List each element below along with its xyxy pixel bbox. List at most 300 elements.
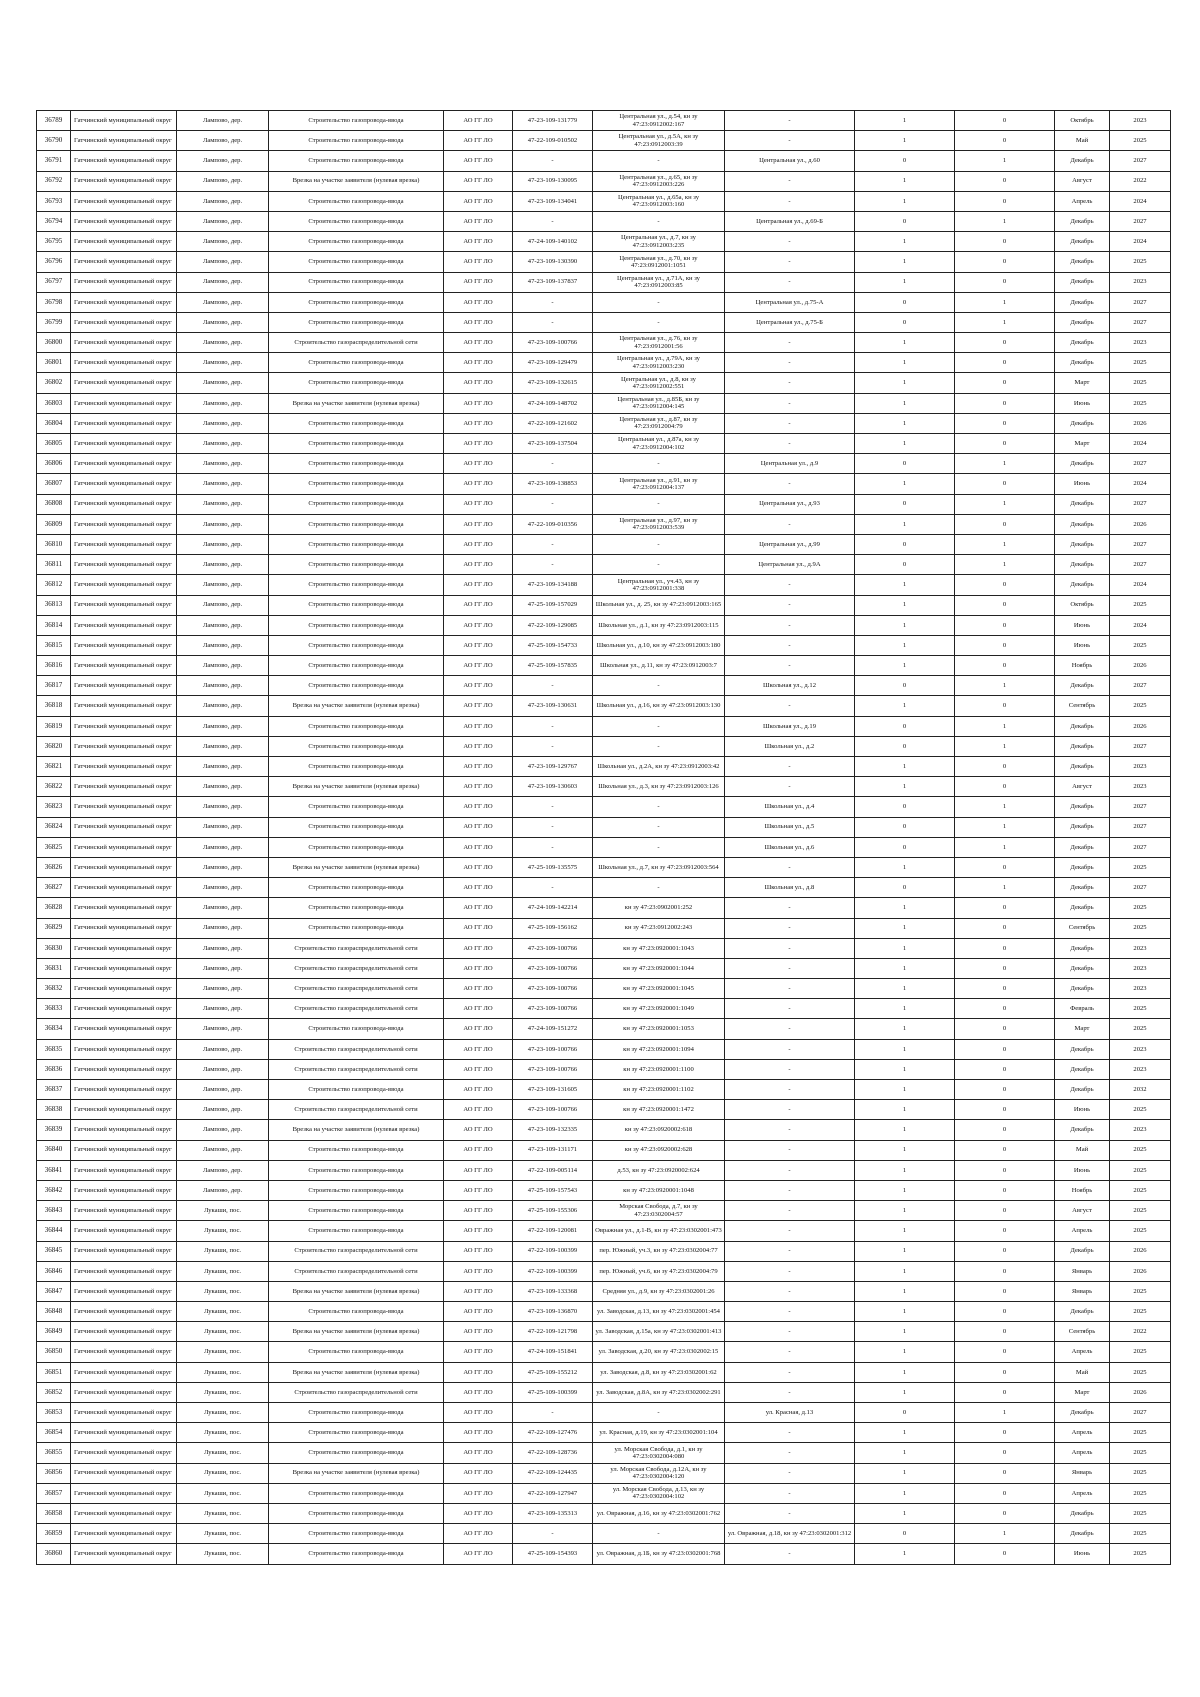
cell-address-cadastral: ул. Красная, д.19, кн зу 47:23:0302001:104 <box>593 1423 725 1443</box>
cell-address-cadastral: кн зу 47:23:0920002:618 <box>593 1120 725 1140</box>
table-row <box>37 1544 1171 1564</box>
cell-organization: АО ГГ ЛО <box>444 837 513 857</box>
cell-month: Август <box>1055 777 1110 797</box>
cell-district: Гатчинский муниципальный округ <box>71 1120 177 1140</box>
cell-count-a: 1 <box>855 918 955 938</box>
cell-organization: АО ГГ ЛО <box>444 1403 513 1423</box>
cell-year: 2025 <box>1110 1463 1171 1483</box>
cell-address-cadastral: - <box>593 716 725 736</box>
cell-month: Январь <box>1055 1463 1110 1483</box>
cell-planned-address: Школьная ул., д.2 <box>725 736 855 756</box>
cell-planned-address: Школьная ул., д.4 <box>725 797 855 817</box>
cell-address-cadastral: кн зу 47:23:0920001:1049 <box>593 999 725 1019</box>
cell-count-a: 1 <box>855 979 955 999</box>
cell-count-b: 0 <box>955 1160 1055 1180</box>
cell-month: Декабрь <box>1055 494 1110 514</box>
cell-month: Декабрь <box>1055 454 1110 474</box>
cell-work-type: Строительство газопровода-ввода <box>269 252 444 272</box>
cell-year: 2025 <box>1110 1423 1171 1443</box>
cell-row-number: 36853 <box>37 1403 71 1423</box>
cell-district: Гатчинский муниципальный округ <box>71 1180 177 1200</box>
table-row <box>37 111 1171 131</box>
cell-address-cadastral: Школьная ул., д.7, кн зу 47:23:0912003:564 <box>593 857 725 877</box>
cell-work-type: Врезка на участке заявителя (нулевая врезка) <box>269 1281 444 1301</box>
cell-work-type: Врезка на участке заявителя (нулевая врезка) <box>269 1362 444 1382</box>
cell-settlement: Лампово, дер. <box>177 938 269 958</box>
cell-address-cadastral: д.53, кн зу 47:23:0920002:624 <box>593 1160 725 1180</box>
cell-count-a: 1 <box>855 757 955 777</box>
table-row <box>37 938 1171 958</box>
cell-planned-address: Центральная ул., д.9А <box>725 555 855 575</box>
cell-month: Декабрь <box>1055 333 1110 353</box>
table-row <box>37 434 1171 454</box>
cell-address-cadastral: Центральная ул., д.76, кн зу 47:23:0912001:56 <box>593 333 725 353</box>
cell-count-b: 1 <box>955 817 1055 837</box>
cell-row-number: 36802 <box>37 373 71 393</box>
cell-count-b: 1 <box>955 878 1055 898</box>
cell-organization: АО ГГ ЛО <box>444 1160 513 1180</box>
cell-organization: АО ГГ ЛО <box>444 918 513 938</box>
cell-application-number: 47-22-109-120081 <box>513 1221 593 1241</box>
cell-settlement: Лампово, дер. <box>177 595 269 615</box>
cell-year: 2023 <box>1110 958 1171 978</box>
cell-row-number: 36855 <box>37 1443 71 1463</box>
cell-work-type: Строительство газопровода-ввода <box>269 1403 444 1423</box>
cell-count-b: 0 <box>955 615 1055 635</box>
table-row <box>37 1443 1171 1463</box>
cell-district: Гатчинский муниципальный округ <box>71 1080 177 1100</box>
table-row <box>37 1503 1171 1523</box>
cell-district: Гатчинский муниципальный округ <box>71 131 177 151</box>
cell-month: Декабрь <box>1055 1080 1110 1100</box>
cell-count-b: 1 <box>955 292 1055 312</box>
cell-count-b: 0 <box>955 1382 1055 1402</box>
cell-settlement: Лукаши, пос. <box>177 1281 269 1301</box>
cell-count-a: 1 <box>855 777 955 797</box>
cell-district: Гатчинский муниципальный округ <box>71 1261 177 1281</box>
cell-year: 2027 <box>1110 797 1171 817</box>
cell-address-cadastral: - <box>593 454 725 474</box>
cell-application-number: 47-24-109-148702 <box>513 393 593 413</box>
cell-district: Гатчинский муниципальный округ <box>71 191 177 211</box>
cell-settlement: Лампово, дер. <box>177 151 269 171</box>
cell-district: Гатчинский муниципальный округ <box>71 1463 177 1483</box>
table-row <box>37 878 1171 898</box>
cell-year: 2025 <box>1110 1160 1171 1180</box>
cell-settlement: Лампово, дер. <box>177 1100 269 1120</box>
cell-application-number: 47-22-109-127476 <box>513 1423 593 1443</box>
cell-count-a: 1 <box>855 171 955 191</box>
cell-organization: АО ГГ ЛО <box>444 171 513 191</box>
table-row <box>37 797 1171 817</box>
cell-application-number: - <box>513 878 593 898</box>
cell-row-number: 36795 <box>37 232 71 252</box>
cell-application-number: - <box>513 494 593 514</box>
cell-application-number: 47-22-109-124435 <box>513 1463 593 1483</box>
cell-count-a: 1 <box>855 232 955 252</box>
cell-work-type: Строительство газопровода-ввода <box>269 615 444 635</box>
cell-planned-address: - <box>725 777 855 797</box>
cell-row-number: 36854 <box>37 1423 71 1443</box>
cell-count-b: 0 <box>955 393 1055 413</box>
cell-year: 2026 <box>1110 514 1171 534</box>
cell-settlement: Лампово, дер. <box>177 736 269 756</box>
cell-settlement: Лампово, дер. <box>177 676 269 696</box>
cell-count-b: 0 <box>955 938 1055 958</box>
cell-planned-address: - <box>725 1180 855 1200</box>
cell-month: Август <box>1055 171 1110 191</box>
cell-count-a: 1 <box>855 999 955 1019</box>
cell-row-number: 36845 <box>37 1241 71 1261</box>
cell-year: 2025 <box>1110 696 1171 716</box>
cell-district: Гатчинский муниципальный округ <box>71 1019 177 1039</box>
cell-organization: АО ГГ ЛО <box>444 555 513 575</box>
table-row <box>37 373 1171 393</box>
cell-year: 2025 <box>1110 857 1171 877</box>
cell-district: Гатчинский муниципальный округ <box>71 494 177 514</box>
cell-application-number: 47-23-109-131171 <box>513 1140 593 1160</box>
cell-address-cadastral: - <box>593 292 725 312</box>
cell-planned-address: - <box>725 373 855 393</box>
cell-month: Ноябрь <box>1055 656 1110 676</box>
cell-work-type: Строительство газопровода-ввода <box>269 312 444 332</box>
cell-row-number: 36791 <box>37 151 71 171</box>
cell-count-b: 0 <box>955 1362 1055 1382</box>
cell-count-a: 1 <box>855 353 955 373</box>
cell-settlement: Лампово, дер. <box>177 211 269 231</box>
cell-settlement: Лукаши, пос. <box>177 1423 269 1443</box>
cell-planned-address: - <box>725 1503 855 1523</box>
cell-year: 2027 <box>1110 1403 1171 1423</box>
cell-application-number: 47-22-109-129085 <box>513 615 593 635</box>
cell-year: 2025 <box>1110 131 1171 151</box>
cell-district: Гатчинский муниципальный округ <box>71 1544 177 1564</box>
cell-count-a: 1 <box>855 252 955 272</box>
cell-settlement: Лампово, дер. <box>177 232 269 252</box>
cell-planned-address: - <box>725 1342 855 1362</box>
cell-count-b: 0 <box>955 1322 1055 1342</box>
cell-year: 2025 <box>1110 1544 1171 1564</box>
cell-year: 2024 <box>1110 474 1171 494</box>
cell-planned-address: - <box>725 1322 855 1342</box>
cell-count-b: 0 <box>955 1281 1055 1301</box>
cell-application-number: 47-23-109-130390 <box>513 252 593 272</box>
cell-row-number: 36846 <box>37 1261 71 1281</box>
cell-work-type: Строительство газораспределительной сети <box>269 333 444 353</box>
table-row <box>37 817 1171 837</box>
cell-row-number: 36794 <box>37 211 71 231</box>
cell-district: Гатчинский муниципальный округ <box>71 272 177 292</box>
cell-work-type: Строительство газопровода-ввода <box>269 1019 444 1039</box>
cell-month: Апрель <box>1055 1483 1110 1503</box>
cell-address-cadastral: кн зу 47:23:0920001:1472 <box>593 1100 725 1120</box>
cell-organization: АО ГГ ЛО <box>444 413 513 433</box>
table-row <box>37 958 1171 978</box>
cell-row-number: 36852 <box>37 1382 71 1402</box>
cell-district: Гатчинский муниципальный округ <box>71 918 177 938</box>
cell-count-a: 0 <box>855 211 955 231</box>
cell-settlement: Лампово, дер. <box>177 635 269 655</box>
cell-count-a: 0 <box>855 676 955 696</box>
cell-planned-address: - <box>725 393 855 413</box>
cell-count-b: 1 <box>955 736 1055 756</box>
table-row <box>37 999 1171 1019</box>
cell-count-b: 0 <box>955 232 1055 252</box>
cell-year: 2026 <box>1110 1382 1171 1402</box>
cell-address-cadastral: Школьная ул., д.1, кн зу 47:23:0912003:115 <box>593 615 725 635</box>
cell-work-type: Строительство газопровода-ввода <box>269 1483 444 1503</box>
cell-row-number: 36814 <box>37 615 71 635</box>
cell-month: Декабрь <box>1055 272 1110 292</box>
cell-application-number: 47-23-109-134041 <box>513 191 593 211</box>
cell-organization: АО ГГ ЛО <box>444 1221 513 1241</box>
cell-application-number: 47-24-109-151272 <box>513 1019 593 1039</box>
cell-work-type: Врезка на участке заявителя (нулевая врезка) <box>269 1322 444 1342</box>
cell-application-number: 47-25-109-157029 <box>513 595 593 615</box>
cell-work-type: Строительство газопровода-ввода <box>269 1160 444 1180</box>
cell-planned-address: - <box>725 696 855 716</box>
cell-application-number: 47-24-109-142214 <box>513 898 593 918</box>
cell-address-cadastral: Центральная ул., д.5А, кн зу 47:23:0912003:39 <box>593 131 725 151</box>
cell-year: 2026 <box>1110 1261 1171 1281</box>
cell-count-b: 0 <box>955 413 1055 433</box>
cell-planned-address: - <box>725 1281 855 1301</box>
cell-organization: АО ГГ ЛО <box>444 595 513 615</box>
cell-year: 2025 <box>1110 1140 1171 1160</box>
cell-address-cadastral: ул. Овражная, д.16, кн зу 47:23:0302001:762 <box>593 1503 725 1523</box>
cell-year: 2025 <box>1110 252 1171 272</box>
cell-month: Декабрь <box>1055 817 1110 837</box>
cell-address-cadastral: Центральная ул., д.91, кн зу 47:23:0912004:137 <box>593 474 725 494</box>
table-row <box>37 1120 1171 1140</box>
cell-planned-address: - <box>725 171 855 191</box>
cell-district: Гатчинский муниципальный округ <box>71 656 177 676</box>
cell-month: Декабрь <box>1055 1241 1110 1261</box>
cell-count-a: 1 <box>855 1322 955 1342</box>
cell-address-cadastral: Центральная ул., д.71А, кн зу 47:23:0912003:85 <box>593 272 725 292</box>
table-row <box>37 635 1171 655</box>
cell-application-number: 47-23-109-132335 <box>513 1120 593 1140</box>
cell-month: Апрель <box>1055 1423 1110 1443</box>
cell-district: Гатчинский муниципальный округ <box>71 1281 177 1301</box>
cell-planned-address: - <box>725 1261 855 1281</box>
cell-address-cadastral: Центральная ул., уч.43, кн зу 47:23:0912001:338 <box>593 575 725 595</box>
cell-row-number: 36850 <box>37 1342 71 1362</box>
cell-address-cadastral: кн зу 47:23:0920001:1102 <box>593 1080 725 1100</box>
cell-planned-address: - <box>725 1221 855 1241</box>
cell-row-number: 36821 <box>37 757 71 777</box>
cell-address-cadastral: - <box>593 1403 725 1423</box>
cell-application-number: - <box>513 292 593 312</box>
cell-work-type: Строительство газопровода-ввода <box>269 1180 444 1200</box>
cell-year: 2023 <box>1110 757 1171 777</box>
cell-district: Гатчинский муниципальный округ <box>71 958 177 978</box>
cell-count-b: 0 <box>955 1019 1055 1039</box>
cell-address-cadastral: Школьная ул., д.11, кн зу 47:23:0912003:7 <box>593 656 725 676</box>
cell-month: Декабрь <box>1055 292 1110 312</box>
document-page <box>36 110 1170 1565</box>
cell-work-type: Строительство газопровода-ввода <box>269 211 444 231</box>
cell-count-a: 0 <box>855 494 955 514</box>
cell-month: Июнь <box>1055 393 1110 413</box>
cell-work-type: Врезка на участке заявителя (нулевая врезка) <box>269 857 444 877</box>
cell-organization: АО ГГ ЛО <box>444 1342 513 1362</box>
cell-district: Гатчинский муниципальный округ <box>71 1524 177 1544</box>
cell-application-number: - <box>513 817 593 837</box>
cell-planned-address: - <box>725 1140 855 1160</box>
cell-year: 2022 <box>1110 1322 1171 1342</box>
cell-work-type: Строительство газопровода-ввода <box>269 837 444 857</box>
cell-count-b: 0 <box>955 1463 1055 1483</box>
cell-row-number: 36844 <box>37 1221 71 1241</box>
table-row <box>37 272 1171 292</box>
cell-organization: АО ГГ ЛО <box>444 312 513 332</box>
cell-row-number: 36799 <box>37 312 71 332</box>
cell-district: Гатчинский муниципальный округ <box>71 979 177 999</box>
cell-application-number: 47-23-109-133368 <box>513 1281 593 1301</box>
cell-row-number: 36839 <box>37 1120 71 1140</box>
cell-count-a: 1 <box>855 474 955 494</box>
table-row <box>37 1241 1171 1261</box>
cell-work-type: Врезка на участке заявителя (нулевая врезка) <box>269 777 444 797</box>
cell-count-b: 0 <box>955 918 1055 938</box>
cell-district: Гатчинский муниципальный округ <box>71 716 177 736</box>
cell-planned-address: Школьная ул., д.8 <box>725 878 855 898</box>
cell-address-cadastral: кн зу 47:23:0920001:1048 <box>593 1180 725 1200</box>
cell-year: 2025 <box>1110 393 1171 413</box>
cell-district: Гатчинский муниципальный округ <box>71 1160 177 1180</box>
cell-application-number: 47-24-109-140102 <box>513 232 593 252</box>
cell-address-cadastral: Школьная ул., д.3, кн зу 47:23:0912003:126 <box>593 777 725 797</box>
table-row <box>37 1039 1171 1059</box>
cell-address-cadastral: - <box>593 312 725 332</box>
cell-year: 2025 <box>1110 1483 1171 1503</box>
cell-planned-address: - <box>725 857 855 877</box>
table-row <box>37 191 1171 211</box>
cell-row-number: 36843 <box>37 1201 71 1221</box>
cell-district: Гатчинский муниципальный округ <box>71 777 177 797</box>
cell-count-b: 0 <box>955 656 1055 676</box>
cell-planned-address: - <box>725 1443 855 1463</box>
cell-row-number: 36819 <box>37 716 71 736</box>
cell-settlement: Лукаши, пос. <box>177 1544 269 1564</box>
cell-count-a: 1 <box>855 1463 955 1483</box>
cell-work-type: Строительство газопровода-ввода <box>269 1080 444 1100</box>
cell-count-a: 0 <box>855 797 955 817</box>
cell-work-type: Строительство газораспределительной сети <box>269 958 444 978</box>
cell-count-b: 0 <box>955 1544 1055 1564</box>
cell-year: 2025 <box>1110 1503 1171 1523</box>
cell-district: Гатчинский муниципальный округ <box>71 999 177 1019</box>
cell-year: 2024 <box>1110 615 1171 635</box>
cell-address-cadastral: кн зу 47:23:0920001:1044 <box>593 958 725 978</box>
cell-planned-address: - <box>725 413 855 433</box>
table-row <box>37 837 1171 857</box>
cell-application-number: 47-23-109-138853 <box>513 474 593 494</box>
cell-row-number: 36815 <box>37 635 71 655</box>
cell-month: Декабрь <box>1055 676 1110 696</box>
cell-row-number: 36789 <box>37 111 71 131</box>
cell-month: Январь <box>1055 1261 1110 1281</box>
cell-count-b: 0 <box>955 1221 1055 1241</box>
cell-organization: АО ГГ ЛО <box>444 878 513 898</box>
cell-organization: АО ГГ ЛО <box>444 696 513 716</box>
cell-address-cadastral: Центральная ул., д.79А, кн зу 47:23:0912003:230 <box>593 353 725 373</box>
cell-application-number: 47-23-109-100766 <box>513 979 593 999</box>
cell-count-b: 0 <box>955 1080 1055 1100</box>
cell-settlement: Лампово, дер. <box>177 1140 269 1160</box>
cell-count-a: 0 <box>855 292 955 312</box>
cell-work-type: Строительство газопровода-ввода <box>269 575 444 595</box>
cell-address-cadastral: - <box>593 534 725 554</box>
cell-settlement: Лукаши, пос. <box>177 1463 269 1483</box>
cell-year: 2025 <box>1110 1281 1171 1301</box>
cell-count-a: 1 <box>855 1059 955 1079</box>
table-row <box>37 534 1171 554</box>
cell-year: 2023 <box>1110 272 1171 292</box>
cell-count-a: 1 <box>855 1423 955 1443</box>
cell-district: Гатчинский муниципальный округ <box>71 1322 177 1342</box>
cell-count-b: 0 <box>955 1443 1055 1463</box>
cell-application-number: 47-25-109-156162 <box>513 918 593 938</box>
cell-address-cadastral: пер. Южный, уч.3, кн зу 47:23:0302004:77 <box>593 1241 725 1261</box>
cell-district: Гатчинский муниципальный округ <box>71 111 177 131</box>
cell-month: Декабрь <box>1055 534 1110 554</box>
cell-work-type: Строительство газопровода-ввода <box>269 434 444 454</box>
cell-year: 2027 <box>1110 312 1171 332</box>
cell-district: Гатчинский муниципальный округ <box>71 454 177 474</box>
cell-organization: АО ГГ ЛО <box>444 656 513 676</box>
cell-district: Гатчинский муниципальный округ <box>71 817 177 837</box>
cell-count-b: 0 <box>955 898 1055 918</box>
cell-count-a: 1 <box>855 958 955 978</box>
cell-count-a: 0 <box>855 1403 955 1423</box>
cell-application-number: 47-23-109-135313 <box>513 1503 593 1523</box>
cell-year: 2032 <box>1110 1080 1171 1100</box>
table-row <box>37 1059 1171 1079</box>
cell-count-a: 0 <box>855 555 955 575</box>
cell-count-b: 0 <box>955 1241 1055 1261</box>
cell-address-cadastral: Овражная ул., д.1-В, кн зу 47:23:0302001:473 <box>593 1221 725 1241</box>
cell-settlement: Лампово, дер. <box>177 252 269 272</box>
cell-address-cadastral: - <box>593 494 725 514</box>
cell-work-type: Строительство газопровода-ввода <box>269 373 444 393</box>
cell-row-number: 36792 <box>37 171 71 191</box>
cell-organization: АО ГГ ЛО <box>444 474 513 494</box>
cell-row-number: 36849 <box>37 1322 71 1342</box>
cell-organization: АО ГГ ЛО <box>444 716 513 736</box>
cell-count-a: 1 <box>855 1100 955 1120</box>
cell-address-cadastral: Центральная ул., д.8, кн зу 47:23:0912002:551 <box>593 373 725 393</box>
cell-planned-address: - <box>725 615 855 635</box>
table-row <box>37 1201 1171 1221</box>
cell-work-type: Строительство газопровода-ввода <box>269 494 444 514</box>
cell-organization: АО ГГ ЛО <box>444 534 513 554</box>
cell-organization: АО ГГ ЛО <box>444 211 513 231</box>
cell-month: Декабрь <box>1055 1403 1110 1423</box>
cell-application-number: 47-23-109-129767 <box>513 757 593 777</box>
cell-application-number: 47-25-109-157835 <box>513 656 593 676</box>
cell-year: 2027 <box>1110 878 1171 898</box>
cell-organization: АО ГГ ЛО <box>444 1241 513 1261</box>
cell-district: Гатчинский муниципальный округ <box>71 1059 177 1079</box>
cell-year: 2027 <box>1110 211 1171 231</box>
cell-count-a: 1 <box>855 1019 955 1039</box>
cell-count-b: 1 <box>955 716 1055 736</box>
cell-organization: АО ГГ ЛО <box>444 1120 513 1140</box>
table-row <box>37 918 1171 938</box>
cell-settlement: Лампово, дер. <box>177 979 269 999</box>
